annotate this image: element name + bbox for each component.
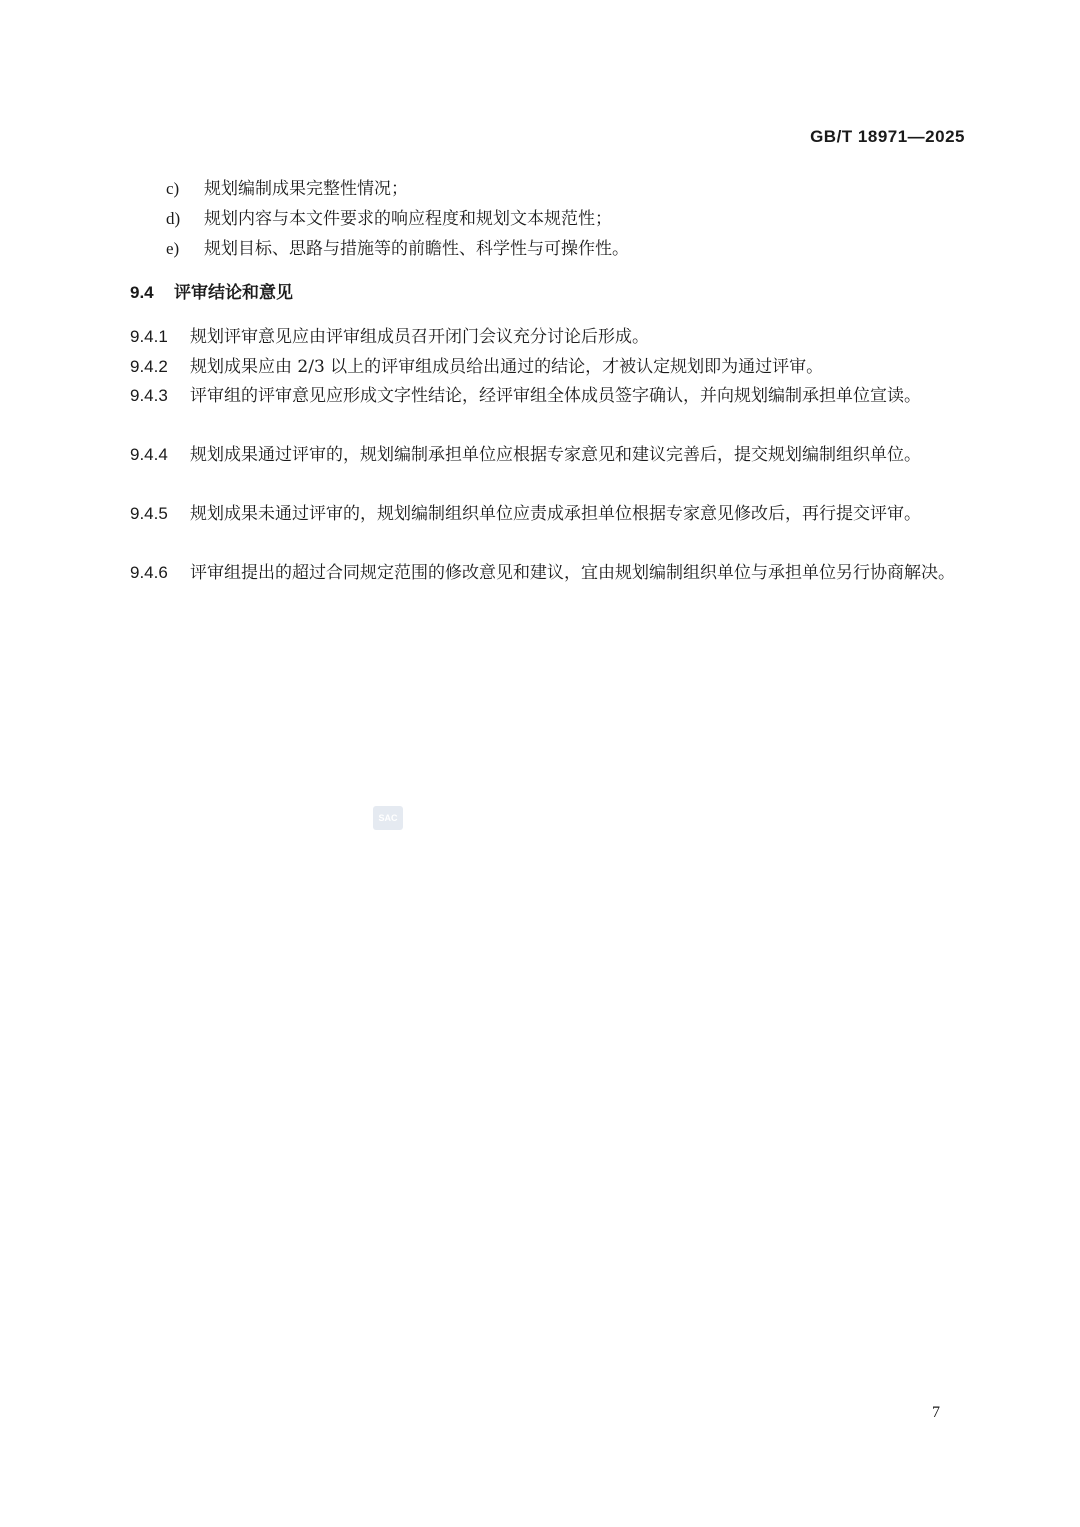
clause [130,381,966,411]
clause-text: 规划评审意见应由评审组成员召开闭门会议充分讨论后形成。 [190,327,649,347]
page-number: 7 [932,1404,940,1421]
list-text: 规划编制成果完整性情况； [204,179,408,199]
section-title: 评审结论和意见 [174,283,293,303]
list-item [166,236,629,262]
clause-number: 9.4.1 [130,327,168,346]
document-code: GB/T 18971—2025 [810,127,965,146]
list-text: 规划内容与本文件要求的响应程度和规划文本规范性； [204,209,612,229]
list-item [166,206,612,232]
list-marker: e) [166,239,180,258]
clause-number: 9.4.5 [130,504,168,523]
clause [130,352,966,382]
clause-number: 9.4.6 [130,563,168,582]
clause-number: 9.4.3 [130,386,168,405]
list-marker: c) [166,179,180,198]
sac-watermark-logo: SAC [373,806,403,830]
clause [130,322,966,352]
list-item [166,176,408,202]
clause-text: 规划成果通过评审的，规划编制承担单位应根据专家意见和建议完善后，提交规划编制组织单位。 [190,445,921,465]
clause [130,558,966,588]
clause-number: 9.4.2 [130,357,168,376]
clause-number: 9.4.4 [130,445,168,464]
clause [130,499,966,529]
clause-text: 规划成果应由 2/3 以上的评审组成员给出通过的结论，才被认定规划即为通过评审。 [190,357,824,377]
list-text: 规划目标、思路与措施等的前瞻性、科学性与可操作性。 [204,239,629,259]
section-number: 9.4 [130,283,154,302]
list-marker: d) [166,209,181,228]
clause [130,440,966,470]
clause-text: 评审组的评审意见应形成文字性结论，经评审组全体成员签字确认，并向规划编制承担单位宣读。 [190,386,921,406]
clause-text: 评审组提出的超过合同规定范围的修改意见和建议，宜由规划编制组织单位与承担单位另行协商解决。 [190,563,955,583]
clause-text: 规划成果未通过评审的，规划编制组织单位应责成承担单位根据专家意见修改后，再行提交评审。 [190,504,921,524]
section-heading [130,280,293,306]
